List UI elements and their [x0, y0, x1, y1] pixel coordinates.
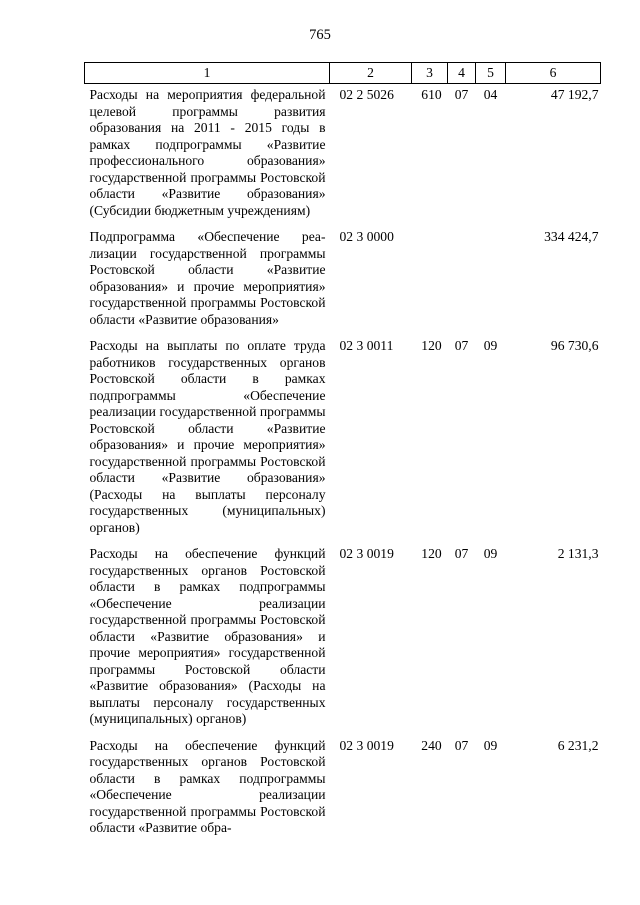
header-row	[85, 63, 601, 84]
column-header-5: 5	[476, 63, 506, 84]
column-header-1: 1	[85, 63, 330, 84]
row-subsection: 04	[483, 87, 498, 102]
row-amount: 47 192,7	[550, 87, 599, 102]
column-header-6: 6	[506, 63, 601, 84]
row-code: 02 3 0019	[339, 546, 394, 561]
table-row	[85, 735, 601, 844]
row-description: Подпрограмма «Обеспечение реализации государственной программы Ростовской области «Развитие образования» и прочие мероприятия» государственной программы Ростовской области «Развитие образования»	[89, 229, 326, 327]
row-expense-type	[412, 226, 448, 335]
table-row	[85, 226, 601, 335]
table-row	[85, 543, 601, 735]
row-section: 07	[454, 737, 469, 753]
table-row	[85, 84, 601, 227]
row-expense-type: 120	[421, 338, 442, 353]
row-description: Расходы на обеспечение функций государственных органов Ростовской области в рамках подпрограммы «Обеспечение реализации государственной программы Ростовской области «Развитие обра-	[89, 737, 326, 835]
row-expense-type: 120	[421, 546, 442, 561]
row-amount: 96 730,6	[550, 338, 599, 353]
column-header-2: 2	[330, 63, 412, 84]
column-header-3: 3	[412, 63, 448, 84]
row-expense-type: 610	[421, 87, 442, 102]
row-subsection: 09	[483, 338, 498, 353]
row-amount: 2 131,3	[557, 546, 599, 561]
row-description: Расходы на обеспечение функций государственных органов Ростовской области в рамках подпрограммы «Обеспечение реализации государственной программы Ростовской области «Развитие образования» и прочие мероприятия» государственной программы Ростовской области «Развитие образования» (Расходы на выплаты персоналу государственных (муниципальных) органов)	[89, 546, 326, 726]
table-row	[85, 335, 601, 543]
row-description: Расходы на мероприятия федеральной целевой программы развития образования на 2011 - 2015 годы в рамках подпрограммы «Развитие профессионального образования» государственной программы Ростовской области «Развитие образования» (Субсидии бюджетным учреждениям)	[89, 87, 326, 218]
row-amount: 6 231,2	[557, 737, 599, 753]
row-section: 07	[454, 338, 469, 353]
row-code: 02 3 0000	[339, 229, 394, 244]
row-section	[448, 226, 476, 335]
page-number: 765	[309, 27, 331, 43]
row-code: 02 3 0019	[339, 737, 394, 753]
row-amount: 334 424,7	[544, 229, 599, 244]
row-code: 02 3 0011	[339, 338, 394, 353]
row-subsection: 09	[483, 737, 498, 753]
budget-table	[84, 62, 601, 844]
row-description: Расходы на выплаты по оплате труда работников государственных органов Ростовской области в рамках подпрограммы «Обеспечение реализации государственной программы Ростовской области «Развитие образования» и прочие мероприятия» государственной программы Ростовской области «Развитие образования» (Расходы на выплаты персоналу государственных (муниципальных) органов)	[89, 338, 326, 535]
row-section: 07	[454, 87, 469, 102]
row-subsection	[476, 226, 506, 335]
column-header-4: 4	[448, 63, 476, 84]
row-code: 02 2 5026	[339, 87, 394, 102]
row-expense-type: 240	[421, 737, 442, 753]
row-subsection: 09	[483, 546, 498, 561]
row-section: 07	[454, 546, 469, 561]
